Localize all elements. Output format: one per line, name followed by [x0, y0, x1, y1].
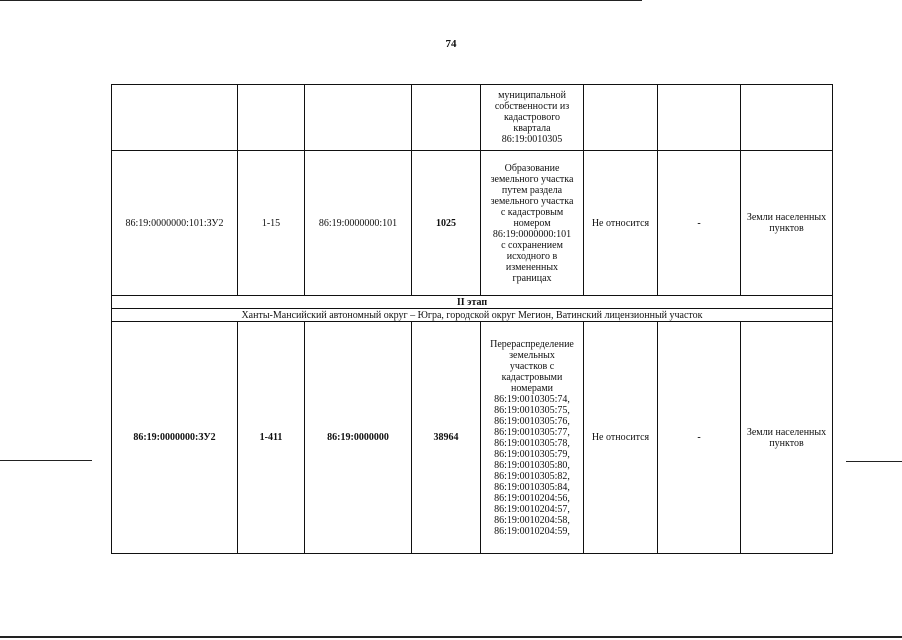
description-cell: Образование земельного участка путем раздела земельного участка с кадастровым номером 86:19:0000000:101 с сохранением исходного в измененных границах: [481, 151, 584, 296]
source-parcel: 86:19:0000000:101: [305, 151, 412, 296]
table-row: [112, 322, 833, 554]
table-cell: [238, 85, 305, 151]
point-range: 1-15: [238, 151, 305, 296]
description-cell: Перераспределение земельных участков с кадастровыми номерами 86:19:0010305:74, 86:19:0010305:75, 86:19:0010305:76, 86:19:0010305:77, 86:19:0010305:78, 86:19:0010305:79, 86:19:0010305:80, 86:19:0010305:82, 86:19:0010305:84, 86:19:0010204:56, 86:19:0010204:57, 86:19:0010204:58, 86:19:0010204:59,: [481, 322, 584, 554]
point-range: 1-411: [238, 322, 305, 554]
relation: Не относится: [584, 322, 658, 554]
scan-line-bottom: [0, 636, 902, 638]
table-row: [112, 85, 833, 151]
cadastral-number: 86:19:0000000:ЗУ2: [112, 322, 238, 554]
region-title: Ханты-Мансийский автономный округ – Югра, городской округ Мегион, Ватинский лицензионный участок: [112, 309, 833, 322]
stage-row: [112, 296, 833, 309]
table-row: [112, 151, 833, 296]
scan-line-right: [846, 461, 902, 462]
table-cell: [658, 85, 741, 151]
cadastral-number: 86:19:0000000:101:ЗУ2: [112, 151, 238, 296]
land-parcels-table: [111, 84, 833, 554]
source-parcel: 86:19:0000000: [305, 322, 412, 554]
table-cell: [584, 85, 658, 151]
scan-line-left: [0, 460, 92, 461]
scan-line-top: [0, 0, 642, 1]
table-cell: [412, 85, 481, 151]
land-category: Земли населенных пунктов: [741, 322, 833, 554]
table-cell: [741, 85, 833, 151]
area: 1025: [412, 151, 481, 296]
table-cell: [112, 85, 238, 151]
land-category: Земли населенных пунктов: [741, 151, 833, 296]
relation: Не относится: [584, 151, 658, 296]
region-row: [112, 309, 833, 322]
area: 38964: [412, 322, 481, 554]
description-cell: муниципальной собственности из кадастрового квартала 86:19:0010305: [481, 85, 584, 151]
page-number: 74: [445, 38, 457, 50]
dash: -: [658, 322, 741, 554]
table-cell: [305, 85, 412, 151]
stage-title: II этап: [112, 296, 833, 309]
dash: -: [658, 151, 741, 296]
